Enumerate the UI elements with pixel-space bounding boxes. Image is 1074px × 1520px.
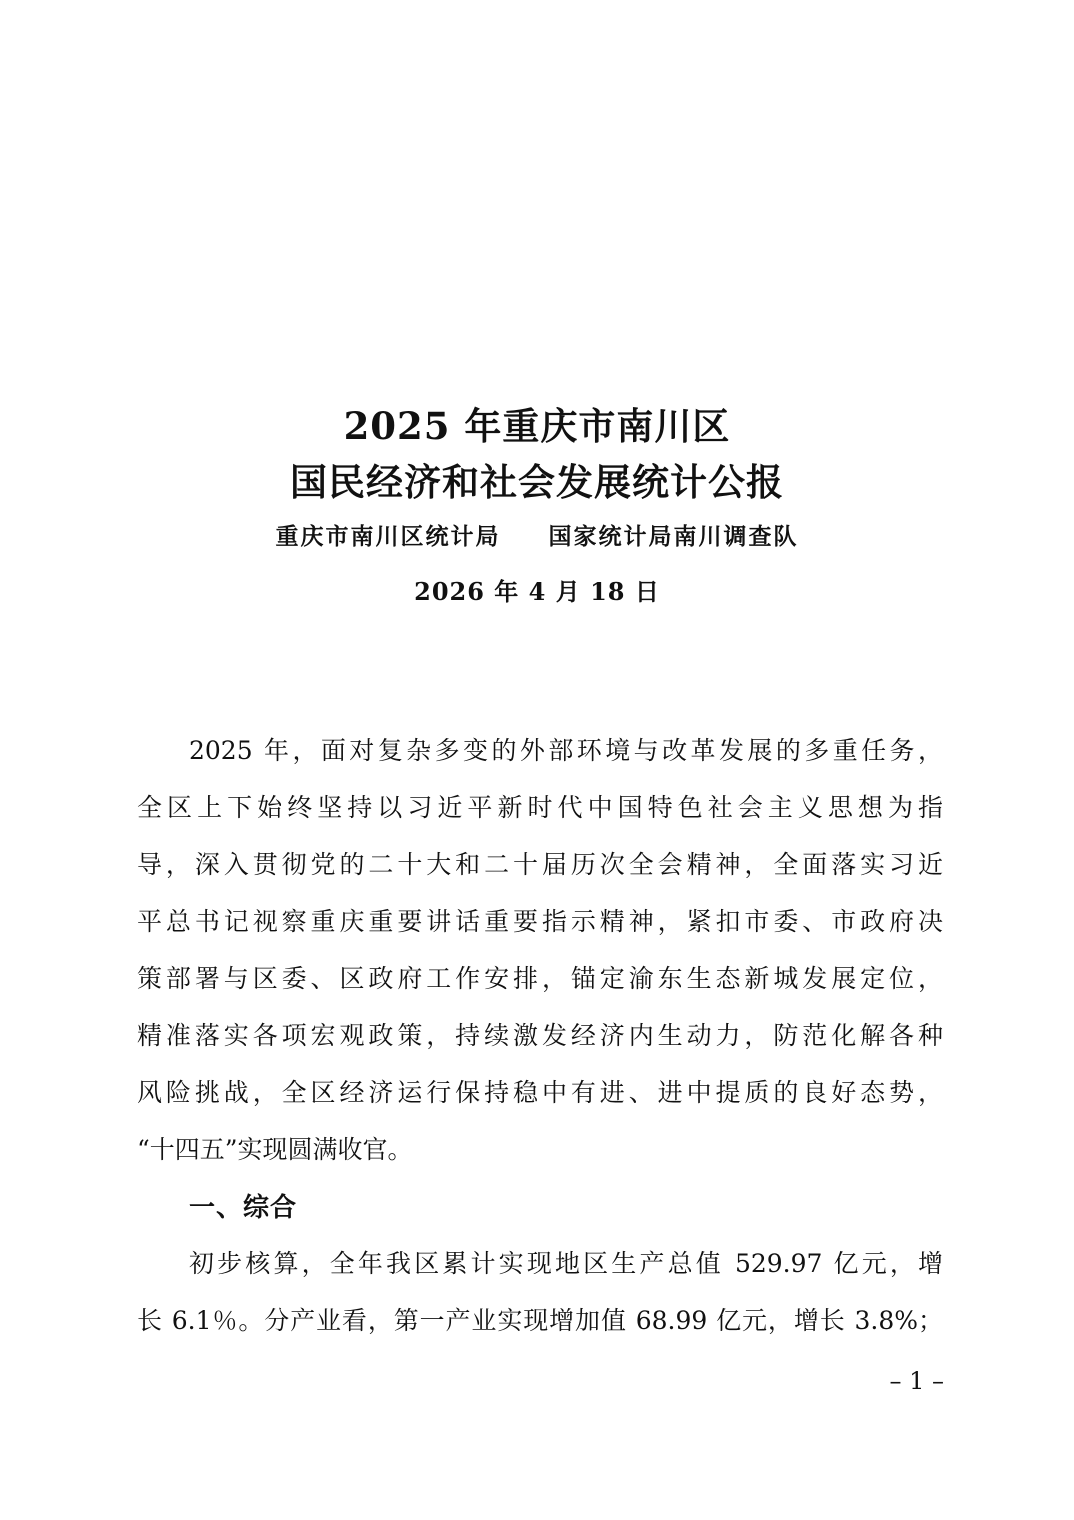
section-paragraph-line: 初步核算，全年我区累计实现地区生产总值 529.97 亿元，增 (189, 1249, 943, 1278)
intro-paragraph-line: 导，深入贯彻党的二十大和二十届历次全会精神，全面落实习近 (137, 850, 943, 879)
intro-paragraph-line: 风险挑战，全区经济运行保持稳中有进、进中提质的良好态势， (137, 1078, 943, 1107)
issuer-statistics-bureau: 重庆市南川区统计局 (275, 523, 501, 550)
intro-paragraph-line: 策部署与区委、区政府工作安排，锚定渝东生态新城发展定位， (137, 964, 943, 993)
publication-date: 2026 年 4 月 18 日 (414, 577, 660, 606)
report-title-line-1: 2025 年重庆市南川区 (343, 404, 731, 448)
report-title-line-2: 国民经济和社会发展统计公报 (290, 460, 784, 504)
intro-paragraph-line: 全区上下始终坚持以习近平新时代中国特色社会主义思想为指 (137, 793, 943, 822)
issuer-survey-team: 国家统计局南川调查队 (548, 523, 799, 550)
section-paragraph-line: 长 6.1％。分产业看，第一产业实现增加值 68.99 亿元，增长 3.8%； (137, 1306, 943, 1335)
issuing-authorities (0, 520, 1074, 554)
section-heading-general: 一、综合 (189, 1193, 298, 1223)
intro-paragraph-line: 精准落实各项宏观政策，持续激发经济内生动力，防范化解各种 (137, 1021, 943, 1050)
intro-paragraph-line: “十四五”实现圆满收官。 (137, 1135, 413, 1164)
intro-paragraph-line: 平总书记视察重庆重要讲话重要指示精神，紧扣市委、市政府决 (137, 907, 943, 936)
page-number: – 1 – (889, 1367, 944, 1395)
intro-paragraph-line: 2025 年，面对复杂多变的外部环境与改革发展的多重任务， (189, 736, 943, 765)
